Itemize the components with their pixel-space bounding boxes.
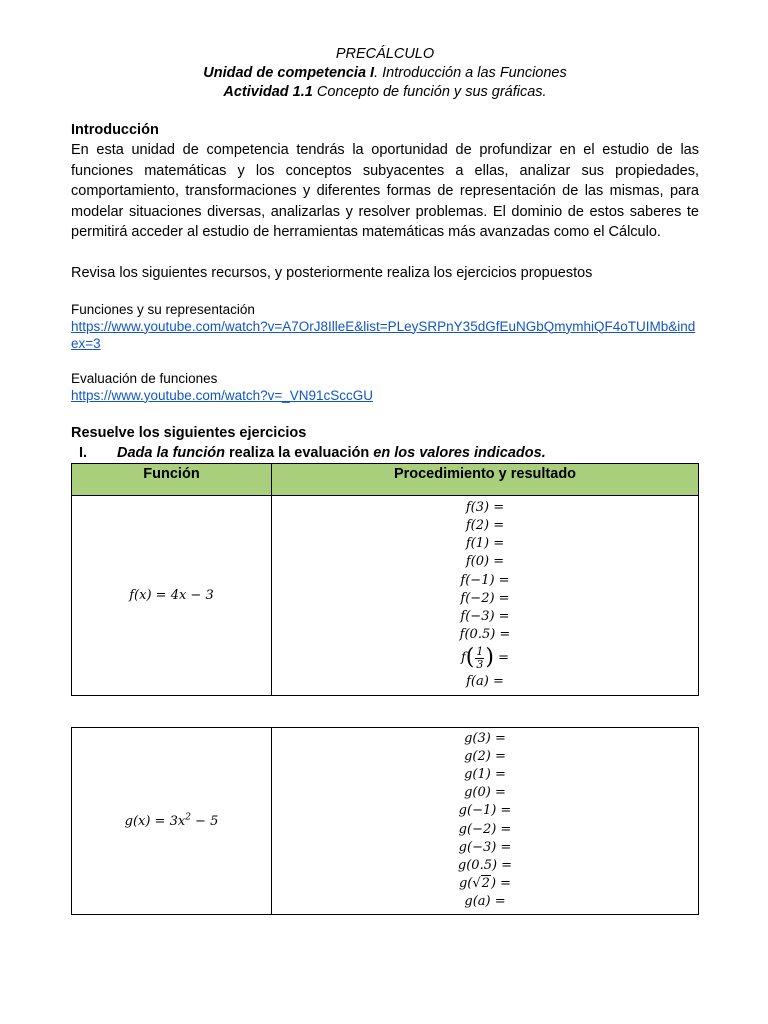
unit-heading: Unidad de competencia I. Introducción a las Funciones [203,65,567,81]
evaluation-cell[interactable] [272,727,699,914]
evaluation-line: g(3) = [464,730,506,746]
function-expression: f(x) = 4x − 3 [129,588,214,603]
evaluation-line: g(−1) = [458,803,512,819]
evaluation-line: g(0.5) = [457,857,513,873]
evaluation-line: g(0) = [464,785,506,801]
column-header-function: Función [72,463,272,495]
document-page [71,0,699,915]
function-expression: $g(x) = 3x^2 - 5$ [124,812,219,829]
evaluation-line: g(1) = [464,766,506,782]
evaluation-line: g(−2) = [458,821,512,837]
function-table-f [71,463,699,696]
evaluation-line: f(−3) = [460,609,510,625]
activity-heading: Actividad 1.1 Concepto de función y sus gráficas. [223,84,547,100]
evaluation-line-sqrt: g(√2) = [458,876,512,892]
evaluation-cell[interactable] [272,495,699,695]
evaluation-line: f(2) = [465,518,505,534]
evaluation-line: f(3) = [465,499,505,515]
resource-label: Evaluación de funciones [71,370,218,386]
function-table-g [71,727,699,915]
evaluation-line: f(0.5) = [459,627,511,643]
intro-paragraph: En esta unidad de competencia tendrás la oportunidad de profundizar en el estudio de las funciones matemáticas y los conceptos subyacentes a ellas, analizar sus propiedades, comportamiento, transformaciones y diferentes formas de representación de las mismas, para modelar situaciones diversas, analizarlas y resolver problemas. El dominio de estos saberes te permitirá acceder al estudio de herramientas matemáticas más avanzadas como el Cálculo. [71,142,699,240]
function-cell [72,495,272,695]
exercises-title: Resuelve los siguientes ejercicios [71,424,307,441]
exercise-instruction: I. Dada la función realiza la evaluación en los valores indicados. [79,444,546,461]
resource-link[interactable]: https://www.youtube.com/watch?v=A7OrJ8IlleE&list=PLeySRPnY35dGfEuNGbQmymhiQF4oTUIMb&index=3 [71,318,696,351]
evaluation-line: g(−3) = [458,839,512,855]
evaluation-line: f(0) = [465,554,505,570]
evaluation-line: f(−1) = [460,572,510,588]
evaluation-line: f(−2) = [460,590,510,606]
instruction-text: Revisa los siguientes recursos, y posteriormente realiza los ejercicios propuestos [71,264,593,281]
resource-link[interactable]: https://www.youtube.com/watch?v=_VN91cSccGU [71,387,374,403]
document-title: PRECÁLCULO [335,46,435,62]
evaluation-line: f(a) = [466,673,504,689]
column-header-procedure: Procedimiento y resultado [272,463,699,495]
evaluation-line: g(2) = [464,748,506,764]
intro-title: Introducción [71,122,159,138]
resource-label: Funciones y su representación [71,301,255,317]
evaluation-line: f(1) = [465,536,505,552]
evaluation-line: g(a) = [464,894,506,910]
function-cell [72,727,272,914]
evaluation-line-fraction: f( $\frac{1}{3}$ ) = [460,644,510,671]
